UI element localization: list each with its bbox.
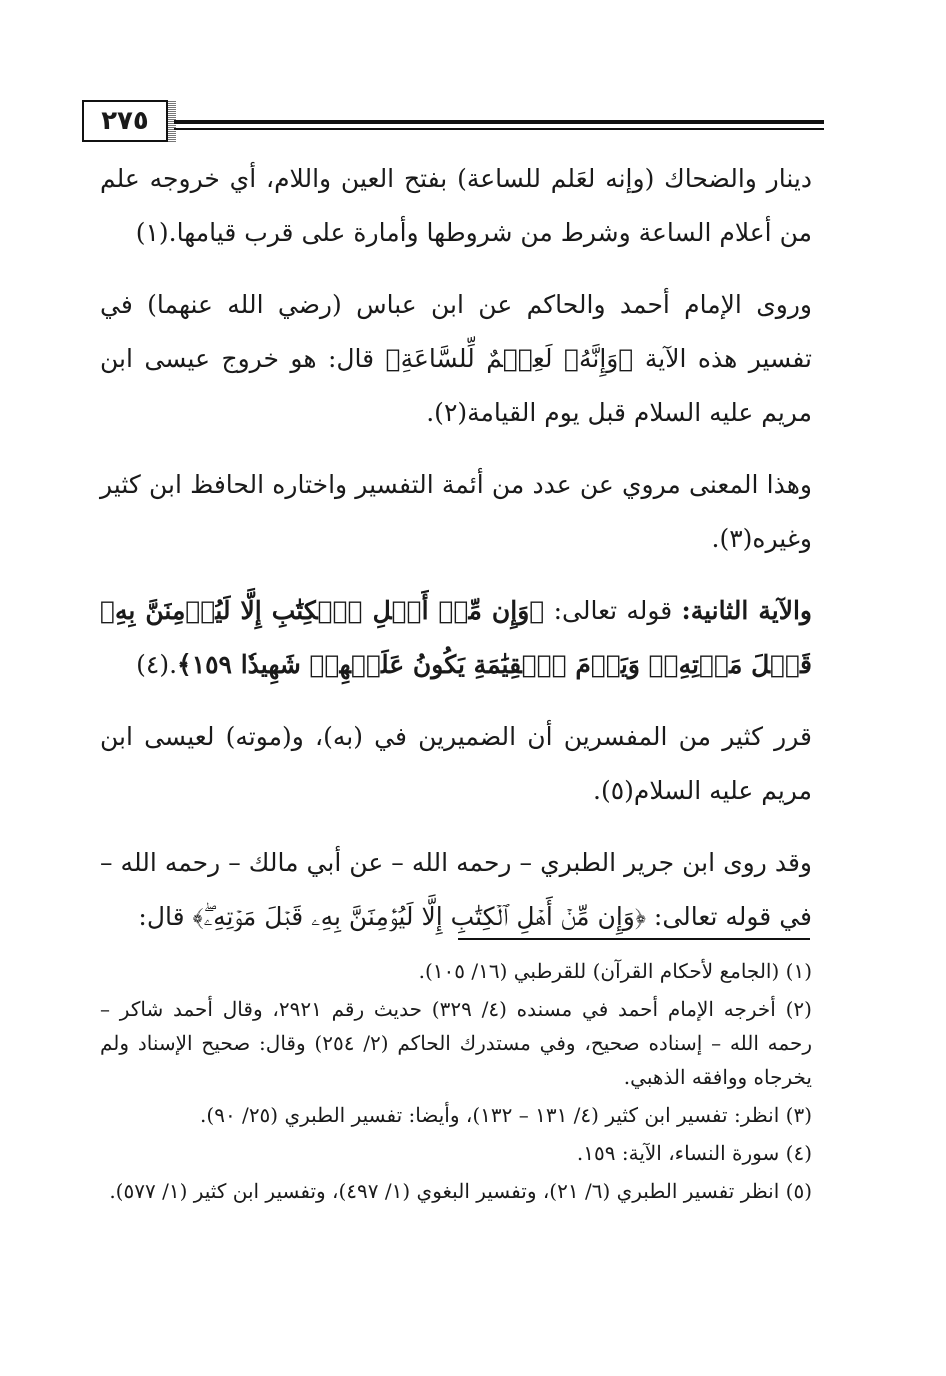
footnotes (100, 954, 812, 1212)
paragraph-3: وهذا المعنى مروي عن عدد من أئمة التفسير واختاره الحافظ ابن كثير وغيره(٣). (100, 470, 812, 553)
footnote-4: (٤) سورة النساء، الآية: ١٥٩. (576, 1141, 812, 1165)
quran-verse: ﴿وَإِن مِّنۡ أَهۡلِ ٱلۡكِتَٰبِ إِلَّا لَيُؤۡمِنَنَّ بِهِۦ قَبۡلَ مَوۡتِهِۦۖ وَيَوۡمَ ٱلۡقِيَٰمَةِ يَكُونُ عَلَيۡهِمۡ شَهِيدٗا ١٥٩﴾ (100, 596, 812, 679)
paragraph-6: وقد روى ابن جرير الطبري – رحمه الله – عن أبي مالك – رحمه الله – في قوله تعالى: ﴿وَإِن مِّنۡ أَهۡلِ ٱلۡكِتَٰبِ إِلَّا لَيُؤۡمِنَنَّ بِهِۦ قَبۡلَ مَوۡتِهِۦۖ﴾ قال: (100, 848, 812, 931)
header-rule-thin (174, 128, 824, 130)
page-header (82, 96, 824, 146)
footnote-separator (458, 938, 810, 940)
paragraph-2: وروى الإمام أحمد والحاكم عن ابن عباس (رضي الله عنهما) في تفسير هذه الآية ﴿وَإِنَّهُۥ لَعِلۡمٌ لِّلسَّاعَةِ﴾ قال: هو خروج عيسى ابن مريم عليه السلام قبل يوم القيامة(٢). (100, 290, 812, 427)
main-text (100, 152, 812, 962)
header-rule-thick (174, 120, 824, 124)
footnote-5: (٥) انظر تفسير الطبري (٦/ ٢١)، وتفسير البغوي (١/ ٤٩٧)، وتفسير ابن كثير (١/ ٥٧٧). (109, 1179, 812, 1203)
footnote-3: (٣) انظر: تفسير ابن كثير (٤/ ١٣١ – ١٣٢)، وأيضا: تفسير الطبري (٢٥/ ٩٠). (200, 1103, 812, 1127)
footnote-2: (٢) أخرجه الإمام أحمد في مسنده (٤/ ٣٢٩) حديث رقم ٢٩٢١، وقال أحمد شاكر – رحمه الله – إسناده صحيح، وفي مستدرك الحاكم (٢/ ٢٥٤) وقال: صحيح الإسناد ولم يخرجاه ووافقه الذهبي. (100, 997, 812, 1089)
paragraph-5: قرر كثير من المفسرين أن الضميرين في (به)، و(موته) لعيسى ابن مريم عليه السلام(٥). (100, 722, 812, 805)
paragraph-4-tail: .(٤) (136, 650, 178, 679)
paragraph-4-text: قوله تعالى: (544, 596, 682, 625)
paragraph-1: دينار والضحاك (وإنه لعَلم للساعة) بفتح العين واللام، أي خروجه علم من أعلام الساعة وشرط من شروطها وأمارة على قرب قيامها.(١) (100, 164, 812, 247)
paragraph-4-lead: والآية الثانية: (681, 596, 812, 625)
page-number: ٢٧٥ (82, 100, 168, 142)
paragraph-4 (100, 584, 812, 692)
footnote-1: (١) (الجامع لأحكام القرآن) للقرطبي (١٦/ ١٠٥). (418, 959, 812, 983)
